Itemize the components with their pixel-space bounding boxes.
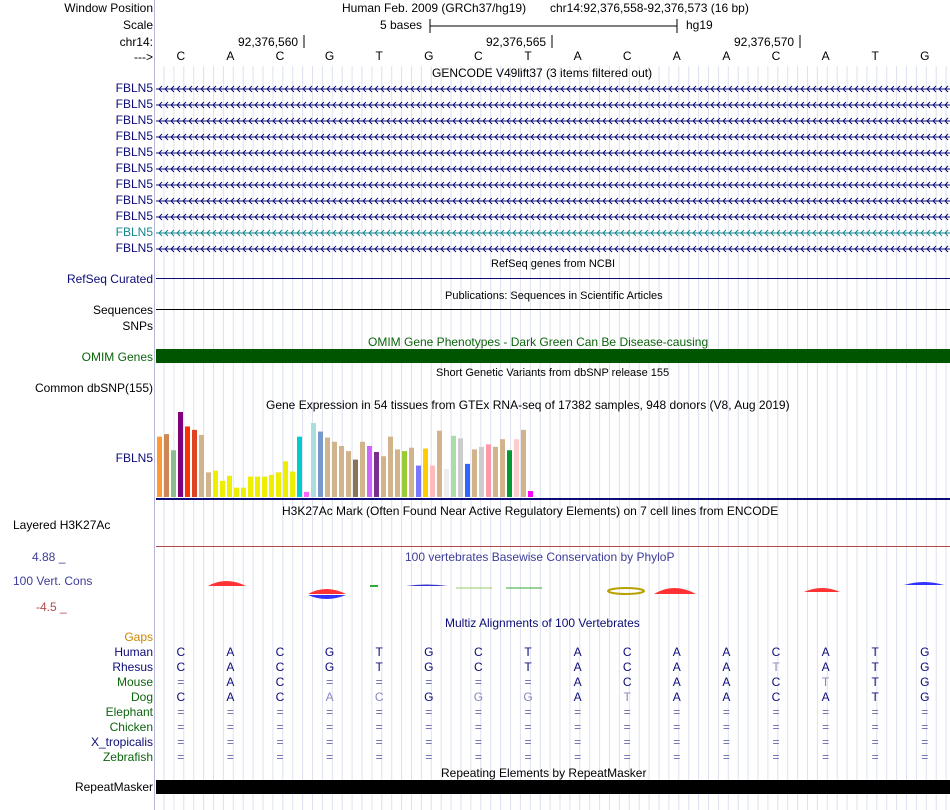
- repeatmasker-track-label[interactable]: RepeatMasker: [74, 780, 153, 794]
- multiz-base: C: [275, 645, 285, 659]
- multiz-base: G: [523, 690, 533, 704]
- refseq-track-label[interactable]: RefSeq Curated: [66, 272, 153, 286]
- multiz-base: G: [920, 660, 930, 674]
- multiz-base: =: [772, 705, 780, 719]
- multiz-base: =: [425, 705, 433, 719]
- gtex-tissue-bar[interactable]: [311, 423, 316, 497]
- gtex-tissue-bar[interactable]: [374, 452, 379, 497]
- dna-base: T: [871, 49, 879, 63]
- multiz-base: A: [672, 645, 681, 659]
- gtex-tissue-bar[interactable]: [206, 472, 211, 497]
- multiz-base: =: [623, 705, 631, 719]
- gencode-transcript[interactable]: [156, 164, 950, 174]
- multiz-base: T: [375, 660, 383, 674]
- multiz-base: =: [921, 735, 929, 749]
- multiz-base: =: [822, 705, 830, 719]
- snps-label[interactable]: SNPs: [122, 319, 153, 333]
- multiz-base: =: [871, 735, 879, 749]
- multiz-base: T: [375, 645, 383, 659]
- phylop-max-label: 4.88 _: [32, 550, 66, 564]
- gencode-gene-label[interactable]: FBLN5: [115, 129, 153, 143]
- gtex-tissue-bar[interactable]: [437, 431, 442, 497]
- repeatmasker-track-title: Repeating Elements by RepeatMasker: [441, 766, 647, 780]
- multiz-base: =: [623, 750, 631, 764]
- multiz-base: T: [871, 675, 879, 689]
- gencode-transcript[interactable]: [156, 116, 950, 126]
- gtex-tissue-bar[interactable]: [234, 488, 239, 497]
- multiz-base: A: [672, 660, 681, 674]
- multiz-base: =: [177, 675, 185, 689]
- dna-base: A: [672, 49, 681, 63]
- gtex-tissue-bar[interactable]: [402, 451, 407, 497]
- dna-base: T: [524, 49, 532, 63]
- gencode-transcript[interactable]: [156, 228, 950, 238]
- multiz-base: =: [474, 720, 482, 734]
- multiz-base: =: [871, 750, 879, 764]
- gtex-tissue-bar[interactable]: [157, 437, 162, 497]
- dna-base: A: [226, 49, 235, 63]
- multiz-base: =: [226, 750, 234, 764]
- multiz-base: T: [623, 690, 631, 704]
- multiz-base: T: [821, 675, 830, 689]
- multiz-base: =: [871, 705, 879, 719]
- dna-base: A: [573, 49, 582, 63]
- phylop-track-label[interactable]: 100 Vert. Cons: [13, 574, 93, 588]
- gencode-transcript[interactable]: [156, 100, 950, 110]
- gtex-tissue-bar[interactable]: [185, 426, 190, 497]
- multiz-base: =: [524, 705, 532, 719]
- multiz-base: G: [424, 645, 434, 659]
- multiz-base: =: [425, 735, 433, 749]
- multiz-base: =: [375, 675, 383, 689]
- multiz-base: A: [226, 645, 235, 659]
- gtex-tissue-bar[interactable]: [521, 430, 526, 497]
- gtex-tissue-bar[interactable]: [304, 492, 309, 497]
- gtex-tissue-bar[interactable]: [423, 449, 428, 497]
- multiz-base: A: [573, 660, 582, 674]
- multiz-base: =: [177, 705, 185, 719]
- multiz-species-label[interactable]: Chicken: [109, 720, 153, 734]
- repeatmasker-bar[interactable]: [156, 780, 950, 794]
- gtex-tissue-bar[interactable]: [339, 446, 344, 497]
- multiz-base: =: [226, 720, 234, 734]
- multiz-base: =: [177, 735, 185, 749]
- multiz-base: =: [425, 675, 433, 689]
- gtex-tissue-bar[interactable]: [290, 472, 295, 498]
- dbsnp-track-title: Short Genetic Variants from dbSNP release 155: [436, 367, 670, 379]
- multiz-base: =: [772, 735, 780, 749]
- multiz-base: A: [672, 675, 681, 689]
- multiz-base: C: [176, 690, 186, 704]
- multiz-base: =: [524, 720, 532, 734]
- gtex-tissue-bar[interactable]: [283, 461, 288, 497]
- h3k27ac-baseline: [156, 546, 950, 547]
- multiz-base: =: [524, 675, 532, 689]
- multiz-base: =: [822, 735, 830, 749]
- multiz-base: C: [275, 690, 285, 704]
- gtex-tissue-bar[interactable]: [367, 446, 372, 497]
- gtex-tissue-bar[interactable]: [458, 438, 463, 497]
- gencode-gene-label[interactable]: FBLN5: [115, 97, 153, 111]
- gtex-tissue-bar[interactable]: [507, 450, 512, 497]
- multiz-species-label[interactable]: Dog: [130, 690, 153, 704]
- multiz-base: =: [474, 675, 482, 689]
- multiz-base: A: [722, 690, 731, 704]
- window-position-label: Window Position: [64, 1, 153, 15]
- scale-db: hg19: [686, 18, 713, 32]
- multiz-base: =: [474, 735, 482, 749]
- assembly-text: Human Feb. 2009 (GRCh37/hg19): [342, 1, 527, 15]
- multiz-base: =: [574, 720, 582, 734]
- gtex-tissue-bar[interactable]: [241, 488, 246, 497]
- dna-base: G: [324, 49, 335, 63]
- gencode-transcript[interactable]: [156, 132, 950, 142]
- multiz-base: C: [622, 645, 632, 659]
- multiz-base: =: [425, 720, 433, 734]
- multiz-base: C: [176, 660, 186, 674]
- multiz-species-label[interactable]: Human: [114, 645, 153, 659]
- multiz-base: =: [623, 735, 631, 749]
- multiz-base: C: [474, 645, 483, 659]
- multiz-base: =: [326, 735, 334, 749]
- multiz-base: T: [871, 645, 879, 659]
- multiz-base: =: [722, 735, 730, 749]
- gtex-tissue-bar[interactable]: [276, 472, 281, 497]
- dna-base: C: [275, 49, 285, 63]
- gencode-gene-label[interactable]: FBLN5: [115, 209, 153, 223]
- gtex-tissue-bar[interactable]: [486, 444, 491, 497]
- multiz-base: C: [275, 675, 285, 689]
- gtex-tissue-bar[interactable]: [514, 439, 519, 497]
- phylop-min-label: -4.5 _: [36, 600, 67, 614]
- dna-base: T: [375, 49, 383, 63]
- multiz-base: A: [821, 645, 830, 659]
- dna-base: C: [474, 49, 483, 63]
- multiz-base: =: [722, 750, 730, 764]
- dna-base: A: [722, 49, 731, 63]
- multiz-base: G: [324, 660, 335, 674]
- gtex-tissue-bar[interactable]: [479, 447, 484, 497]
- h3k27ac-track-label[interactable]: Layered H3K27Ac: [13, 518, 111, 532]
- gtex-tissue-bar[interactable]: [213, 471, 218, 497]
- multiz-base: =: [474, 705, 482, 719]
- multiz-base: =: [673, 735, 681, 749]
- multiz-base: =: [574, 735, 582, 749]
- gtex-tissue-bar[interactable]: [500, 439, 505, 497]
- gencode-transcript[interactable]: [156, 196, 950, 206]
- multiz-base: =: [772, 720, 780, 734]
- gencode-transcript[interactable]: [156, 180, 950, 190]
- dna-base: C: [176, 49, 186, 63]
- multiz-base: =: [921, 750, 929, 764]
- gencode-gene-label[interactable]: FBLN5: [115, 225, 153, 239]
- omim-gene-bar[interactable]: [156, 349, 950, 363]
- gencode-gene-label[interactable]: FBLN5: [115, 113, 153, 127]
- omim-track-title: OMIM Gene Phenotypes - Dark Green Can Be Disease-causing: [368, 335, 709, 349]
- multiz-base: A: [722, 645, 731, 659]
- publications-track-title: Publications: Sequences in Scientific Articles: [445, 290, 663, 302]
- multiz-base: =: [524, 735, 532, 749]
- multiz-base: C: [374, 690, 384, 704]
- multiz-base: =: [722, 720, 730, 734]
- gencode-transcript[interactable]: [156, 244, 950, 254]
- multiz-base: =: [276, 720, 284, 734]
- gtex-tissue-bar[interactable]: [493, 447, 498, 497]
- multiz-base: =: [921, 705, 929, 719]
- multiz-base: =: [673, 720, 681, 734]
- multiz-species-label[interactable]: X_tropicalis: [90, 735, 153, 749]
- chrom-label: chr14:: [119, 35, 153, 49]
- multiz-base: =: [574, 750, 582, 764]
- omim-track-label[interactable]: OMIM Genes: [81, 350, 153, 364]
- multiz-base: A: [226, 660, 235, 674]
- multiz-base: =: [326, 675, 334, 689]
- multiz-species-label[interactable]: Elephant: [105, 705, 153, 719]
- position-text: chr14:92,376,558-92,376,573 (16 bp): [550, 1, 749, 15]
- gtex-tissue-bar[interactable]: [472, 449, 477, 497]
- multiz-base: =: [673, 750, 681, 764]
- multiz-base: T: [524, 645, 532, 659]
- coord-ticks: [300, 34, 810, 50]
- gtex-tissue-bar[interactable]: [395, 449, 400, 497]
- gtex-bar-chart[interactable]: [156, 411, 536, 499]
- multiz-base: =: [177, 750, 185, 764]
- coord-label: 92,376,570: [734, 35, 795, 49]
- multiz-base: A: [821, 690, 830, 704]
- multiz-base: T: [871, 690, 879, 704]
- multiz-base: A: [226, 675, 235, 689]
- gtex-tissue-bar[interactable]: [416, 466, 421, 497]
- multiz-base: A: [573, 690, 582, 704]
- multiz-base: A: [672, 690, 681, 704]
- multiz-species-label[interactable]: Zebrafish: [102, 750, 153, 764]
- multiz-base: =: [822, 750, 830, 764]
- gtex-tissue-bar[interactable]: [353, 460, 358, 497]
- gtex-tissue-bar[interactable]: [332, 442, 337, 497]
- dna-base: A: [821, 49, 830, 63]
- refseq-track-title: RefSeq genes from NCBI: [491, 258, 616, 270]
- gtex-tissue-bar[interactable]: [451, 436, 456, 497]
- multiz-base: C: [474, 660, 483, 674]
- multiz-base: =: [326, 705, 334, 719]
- multiz-base: A: [722, 660, 731, 674]
- gtex-tissue-bar[interactable]: [388, 437, 393, 497]
- gtex-tissue-bar[interactable]: [318, 432, 323, 497]
- multiz-base: =: [623, 720, 631, 734]
- multiz-base: =: [673, 705, 681, 719]
- multiz-base: G: [424, 690, 434, 704]
- gencode-track-title: GENCODE V49lift37 (3 items filtered out): [432, 66, 653, 80]
- multiz-base: =: [524, 750, 532, 764]
- gencode-gene-label[interactable]: FBLN5: [115, 161, 153, 175]
- phylop-track-title: 100 vertebrates Basewise Conservation by PhyloP: [405, 550, 675, 564]
- gtex-tissue-bar[interactable]: [164, 434, 169, 497]
- multiz-base: G: [324, 645, 335, 659]
- multiz-base: =: [276, 750, 284, 764]
- gencode-gene-label[interactable]: FBLN5: [115, 193, 153, 207]
- scale-label: Scale: [122, 18, 153, 32]
- multiz-base: T: [772, 660, 780, 674]
- gtex-tissue-bar[interactable]: [178, 412, 183, 497]
- multiz-base: G: [473, 690, 484, 704]
- multiz-base: =: [326, 750, 334, 764]
- multiz-base: T: [871, 660, 879, 674]
- refseq-line: [156, 278, 950, 279]
- multiz-base: C: [622, 675, 632, 689]
- gencode-transcript[interactable]: [156, 84, 950, 94]
- gtex-tissue-bar[interactable]: [297, 437, 302, 497]
- multiz-base: A: [325, 690, 334, 704]
- gtex-tissue-bar[interactable]: [227, 476, 232, 497]
- multiz-base: A: [821, 660, 830, 674]
- multiz-base: C: [275, 660, 285, 674]
- multiz-base: =: [326, 720, 334, 734]
- coord-label: 92,376,565: [486, 35, 547, 49]
- multiz-base: A: [573, 675, 582, 689]
- multiz-base: T: [524, 660, 532, 674]
- gencode-gene-label[interactable]: FBLN5: [115, 81, 153, 95]
- multiz-base: =: [574, 705, 582, 719]
- phylop-wiggle[interactable]: [156, 570, 950, 610]
- multiz-base: G: [920, 645, 930, 659]
- multiz-base: C: [771, 645, 781, 659]
- gencode-gene-label[interactable]: FBLN5: [115, 145, 153, 159]
- multiz-base: =: [772, 750, 780, 764]
- gtex-gene-label[interactable]: FBLN5: [115, 451, 153, 465]
- multiz-base: G: [920, 690, 930, 704]
- multiz-base: A: [722, 675, 731, 689]
- dna-base: G: [920, 49, 930, 63]
- gtex-tissue-bar[interactable]: [262, 477, 267, 497]
- multiz-base: =: [822, 720, 830, 734]
- gtex-tissue-bar[interactable]: [269, 475, 274, 497]
- multiz-base: C: [771, 675, 781, 689]
- gencode-transcript[interactable]: [156, 148, 950, 158]
- gaps-label: Gaps: [124, 630, 153, 644]
- gtex-tissue-bar[interactable]: [220, 481, 225, 497]
- gtex-tissue-bar[interactable]: [465, 464, 470, 497]
- multiz-base: =: [375, 735, 383, 749]
- gtex-tissue-bar[interactable]: [346, 451, 351, 497]
- gtex-tissue-bar[interactable]: [360, 442, 365, 497]
- gencode-gene-label[interactable]: FBLN5: [115, 177, 153, 191]
- multiz-base: G: [424, 660, 434, 674]
- multiz-base: =: [921, 720, 929, 734]
- gtex-tissue-bar[interactable]: [171, 450, 176, 497]
- multiz-base: C: [622, 660, 632, 674]
- gtex-tissue-bar[interactable]: [192, 430, 197, 497]
- dna-base: C: [771, 49, 781, 63]
- multiz-base: =: [375, 720, 383, 734]
- multiz-base: =: [474, 750, 482, 764]
- dna-base: G: [424, 49, 434, 63]
- gtex-tissue-bar[interactable]: [528, 491, 533, 497]
- multiz-base: =: [871, 720, 879, 734]
- gtex-track-title: Gene Expression in 54 tissues from GTEx RNA-seq of 17382 samples, 948 donors (V8, Aug 2019): [266, 398, 790, 412]
- gtex-baseline: [156, 498, 950, 500]
- publications-line: [156, 309, 950, 310]
- scale-bar: [428, 18, 680, 34]
- multiz-track-title: Multiz Alignments of 100 Vertebrates: [445, 616, 640, 630]
- multiz-base: =: [276, 735, 284, 749]
- multiz-base: =: [226, 705, 234, 719]
- gtex-tissue-bar[interactable]: [430, 466, 435, 497]
- multiz-base: =: [722, 705, 730, 719]
- multiz-base: G: [920, 675, 930, 689]
- multiz-species-label[interactable]: Rhesus: [112, 660, 153, 674]
- gencode-transcript[interactable]: [156, 212, 950, 222]
- gencode-gene-label[interactable]: FBLN5: [115, 241, 153, 255]
- multiz-base: C: [771, 690, 781, 704]
- multiz-base: =: [425, 750, 433, 764]
- coord-label: 92,376,560: [238, 35, 299, 49]
- multiz-base: =: [226, 735, 234, 749]
- gtex-tissue-bar[interactable]: [255, 477, 260, 497]
- multiz-species-label[interactable]: Mouse: [116, 675, 153, 689]
- multiz-base: =: [375, 750, 383, 764]
- strand-label: --->: [134, 50, 153, 64]
- gtex-tissue-bar[interactable]: [325, 438, 330, 498]
- dna-base: C: [622, 49, 632, 63]
- multiz-base: C: [176, 645, 186, 659]
- gtex-tissue-bar[interactable]: [199, 435, 204, 497]
- multiz-base: A: [226, 690, 235, 704]
- dbsnp-track-label[interactable]: Common dbSNP(155): [34, 381, 153, 395]
- gtex-tissue-bar[interactable]: [381, 456, 386, 497]
- gtex-tissue-bar[interactable]: [248, 477, 253, 497]
- scale-text: 5 bases: [380, 18, 423, 32]
- multiz-base: A: [573, 645, 582, 659]
- gtex-tissue-bar[interactable]: [444, 469, 449, 497]
- multiz-base: =: [177, 720, 185, 734]
- gtex-tissue-bar[interactable]: [409, 448, 414, 497]
- h3k27ac-track-title: H3K27Ac Mark (Often Found Near Active Regulatory Elements) on 7 cell lines from ENCODE: [282, 504, 779, 518]
- multiz-base: =: [276, 705, 284, 719]
- sequences-label[interactable]: Sequences: [92, 303, 153, 317]
- multiz-base: =: [375, 705, 383, 719]
